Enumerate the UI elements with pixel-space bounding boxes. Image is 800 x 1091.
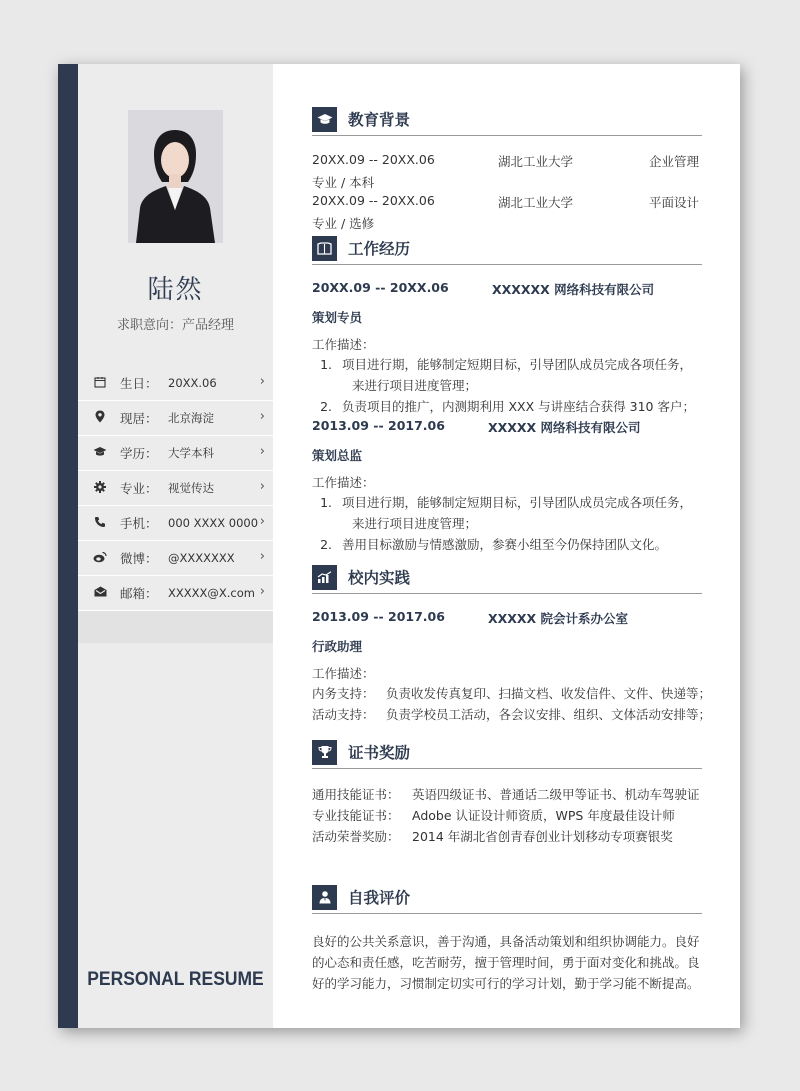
sidebar <box>78 64 273 1028</box>
book-icon <box>312 236 337 261</box>
campus-section <box>312 564 702 594</box>
list-number: 1. <box>320 357 332 372</box>
section-title: 工作经历 <box>348 240 411 258</box>
chevron-right-icon: › <box>259 584 265 599</box>
calendar-icon <box>91 376 109 391</box>
job-desc-item <box>312 493 692 511</box>
list-number: 2. <box>320 399 332 414</box>
info-value: 视觉传达 <box>168 481 214 495</box>
candidate-name: 陆然 <box>147 275 204 305</box>
section-title: 教育背景 <box>348 111 411 129</box>
campus-period: 2013.09 -- 2017.06 <box>312 609 445 624</box>
section-header <box>312 739 702 769</box>
gear-icon <box>91 481 109 496</box>
edu-degree: 专业 / 选修 <box>312 216 375 231</box>
chevron-right-icon: › <box>259 514 265 529</box>
info-label: 现居： <box>120 411 158 426</box>
edu-school: 湖北工业大学 <box>498 195 574 210</box>
award-label: 专业技能证书： <box>312 808 400 823</box>
job-desc-text: 项目进行期，能够制定短期目标，引导团队成员完成各项任务， <box>342 495 693 510</box>
self-evaluation-text: 良好的公共关系意识，善于沟通，具备活动策划和组织协调能力。良好的心态和责任感，吃苦耐劳，擅于管理时间，勇于面对变化和挑战。良好的学习能力，习惯制定切实可行的学习计划，勤于学习能不断提高。 <box>312 934 700 991</box>
info-value: 北京海淀 <box>168 411 214 425</box>
award-label: 活动荣誉奖励： <box>312 829 400 844</box>
edu-degree: 专业 / 本科 <box>312 175 375 190</box>
edu-school: 湖北工业大学 <box>498 154 574 169</box>
job-period: 20XX.09 -- 20XX.06 <box>312 280 449 295</box>
info-label: 手机： <box>120 516 158 531</box>
campus-row-text: 负责收发传真复印、扫描文档、收发信件、文件、快递等； <box>386 686 712 701</box>
chevron-right-icon: › <box>259 479 265 494</box>
job-role: 策划总监 <box>312 448 363 463</box>
section-title: 校内实践 <box>348 569 411 587</box>
chevron-right-icon: › <box>259 444 265 459</box>
info-item-major[interactable] <box>78 471 273 506</box>
job-company: XXXXXX 网络科技有限公司 <box>492 282 655 297</box>
person-icon <box>312 885 337 910</box>
work-section <box>312 235 702 265</box>
section-header <box>312 106 702 136</box>
section-title: 自我评价 <box>348 889 411 907</box>
info-label: 学历： <box>120 446 158 461</box>
phone-icon <box>91 516 109 531</box>
award-text: 2014 年湖北省创青春创业计划移动专项赛银奖 <box>412 829 673 844</box>
chevron-right-icon: › <box>259 409 265 424</box>
education-section <box>312 106 702 136</box>
campus-row-label: 内务支持： <box>312 686 375 701</box>
edu-major: 企业管理 <box>649 154 700 169</box>
trophy-icon <box>312 740 337 765</box>
resume-page <box>58 64 740 1028</box>
person-portrait-icon <box>128 110 223 243</box>
info-item-phone[interactable] <box>78 506 273 541</box>
info-item-weibo[interactable] <box>78 541 273 576</box>
job-desc-label: 工作描述： <box>312 475 375 490</box>
job-period: 2013.09 -- 2017.06 <box>312 418 445 433</box>
campus-org: XXXXX 院会计系办公室 <box>488 611 629 626</box>
campus-role: 行政助理 <box>312 639 363 654</box>
info-label: 生日： <box>120 376 158 391</box>
list-number: 2. <box>320 537 332 552</box>
award-text: Adobe 认证设计师资质，WPS 年度最佳设计师 <box>412 808 675 823</box>
personal-resume-title: PERSONAL RESUME <box>87 969 264 990</box>
job-desc-label: 工作描述： <box>312 337 375 352</box>
info-item-email[interactable] <box>78 576 273 611</box>
info-label: 邮箱： <box>120 586 158 601</box>
chart-icon <box>312 565 337 590</box>
self-evaluation-section <box>312 884 702 914</box>
profile-photo <box>128 110 223 243</box>
info-value: 000 XXXX 0000 <box>168 516 259 530</box>
section-header <box>312 564 702 594</box>
job-desc-text: 善用目标激励与情感激励，参赛小组至今仍保持团队文化。 <box>342 537 668 552</box>
weibo-icon <box>91 551 109 566</box>
job-desc-text: 来进行项目进度管理； <box>352 378 478 393</box>
campus-desc-label: 工作描述： <box>312 666 375 681</box>
section-header <box>312 884 702 914</box>
info-item-education[interactable] <box>78 436 273 471</box>
personal-info-list <box>78 366 273 643</box>
info-item-birthday[interactable] <box>78 366 273 401</box>
job-desc-text: 负责项目的推广，内测期利用 XXX 与讲座结合获得 310 客户； <box>342 399 695 414</box>
mail-icon <box>91 586 109 600</box>
graduation-cap-icon <box>312 107 337 132</box>
edu-period: 20XX.09 -- 20XX.06 <box>312 152 435 167</box>
job-desc-item <box>312 397 695 415</box>
job-company: XXXXX 网络科技有限公司 <box>488 420 641 435</box>
job-role: 策划专员 <box>312 310 363 325</box>
info-value: 大学本科 <box>168 446 214 460</box>
job-desc-item <box>312 355 692 373</box>
edu-period: 20XX.09 -- 20XX.06 <box>312 193 435 208</box>
job-desc-text: 项目进行期，能够制定短期目标，引导团队成员完成各项任务， <box>342 357 693 372</box>
location-pin-icon <box>91 410 109 426</box>
list-number: 1. <box>320 495 332 510</box>
award-label: 通用技能证书： <box>312 787 400 802</box>
chevron-right-icon: › <box>259 549 265 564</box>
chevron-right-icon: › <box>259 374 265 389</box>
job-desc-item <box>312 535 667 553</box>
award-text: 英语四级证书、普通话二级甲等证书、机动车驾驶证 <box>412 787 700 802</box>
job-desc-text: 来进行项目进度管理； <box>352 516 478 531</box>
campus-row-text: 负责学校员工活动，各会议安排、组织、文体活动安排等； <box>386 707 712 722</box>
info-list-spacer <box>78 611 273 643</box>
section-title: 证书奖励 <box>348 744 411 762</box>
info-label: 微博： <box>120 551 158 566</box>
side-stripe <box>58 64 78 1028</box>
main-content <box>312 64 712 1028</box>
info-label: 专业： <box>120 481 158 496</box>
section-header <box>312 235 702 265</box>
info-value: @XXXXXXX <box>168 551 235 565</box>
graduation-cap-icon <box>91 446 109 460</box>
info-item-location[interactable] <box>78 401 273 436</box>
job-intent: 求职意向：产品经理 <box>116 318 234 333</box>
awards-section <box>312 739 702 769</box>
info-value: 20XX.06 <box>168 376 217 390</box>
campus-row-label: 活动支持： <box>312 707 375 722</box>
edu-major: 平面设计 <box>649 195 700 210</box>
info-value: XXXXX@X.com <box>168 586 255 600</box>
